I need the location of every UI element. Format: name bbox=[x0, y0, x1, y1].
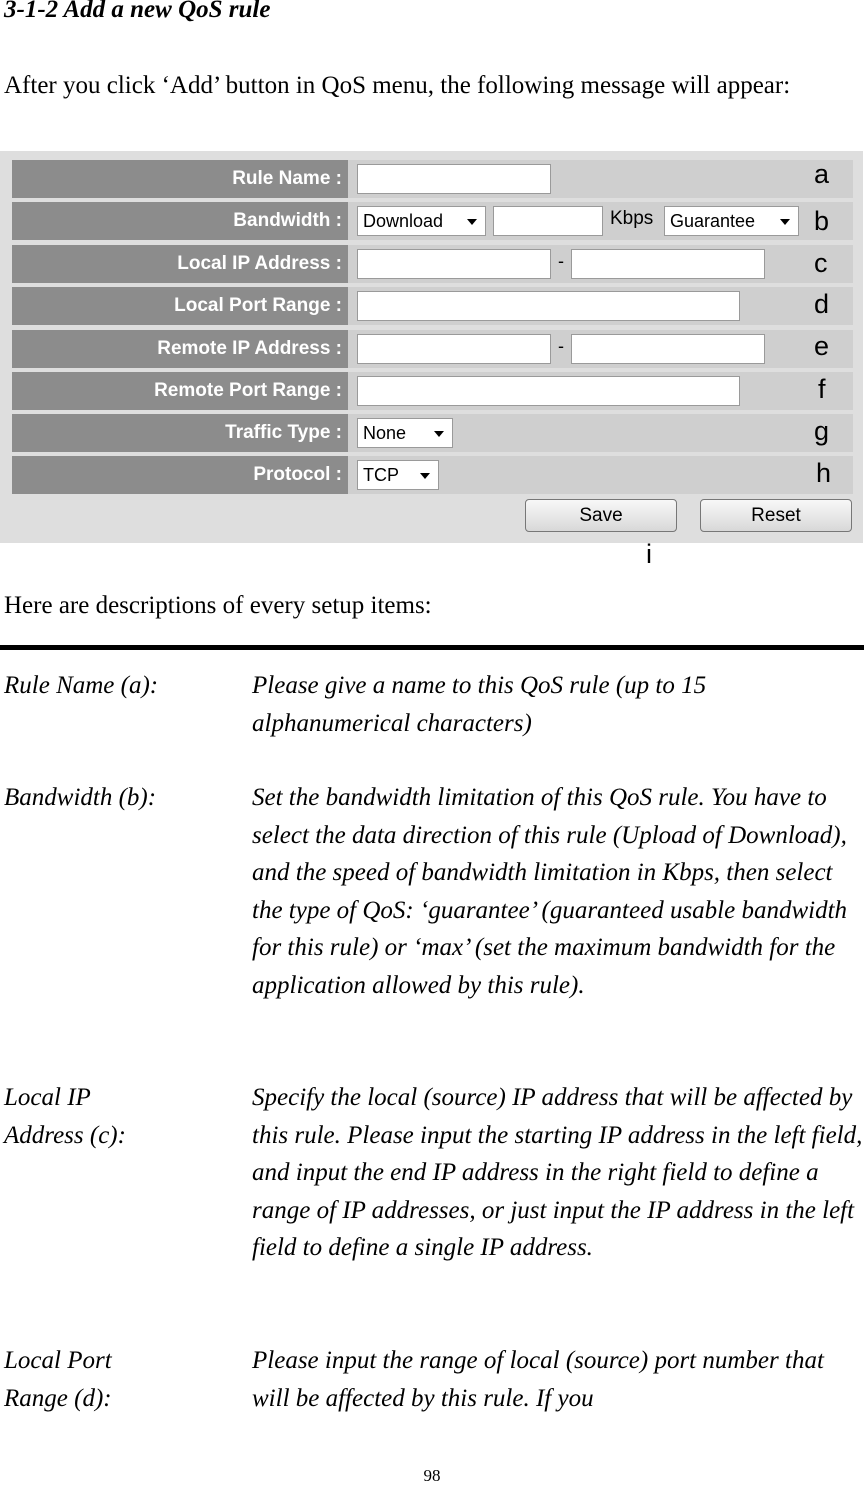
bandwidth-label: Bandwidth : bbox=[12, 202, 348, 240]
marker-g: g bbox=[814, 416, 830, 446]
item-definition: Please input the range of local (source) port number that will be affected by this rule. If you bbox=[252, 1347, 824, 1412]
item-definition: Set the bandwidth limitation of this QoS rule. You have to select the data direction of this rule (Upload of Download), and the speed of bandwidth limitation in Kbps, then select the type of QoS: ‘guarantee’ (guaranteed usable bandwidth for this rule) or ‘max’ (set the maximum bandwidth for the application allowed by this rule). bbox=[252, 784, 848, 999]
remote-ip-label: Remote IP Address : bbox=[12, 330, 348, 368]
marker-e: e bbox=[814, 331, 830, 361]
marker-f: f bbox=[818, 374, 826, 404]
item-term: Bandwidth (b): bbox=[4, 784, 157, 811]
reset-button[interactable]: Reset bbox=[700, 499, 852, 532]
divider bbox=[0, 645, 864, 650]
marker-h: h bbox=[816, 458, 832, 488]
rule-name-label: Rule Name : bbox=[12, 160, 348, 198]
local-port-row bbox=[12, 287, 853, 325]
bandwidth-row bbox=[12, 202, 853, 240]
rule-name-input[interactable] bbox=[357, 164, 551, 194]
remote-port-input[interactable] bbox=[357, 376, 740, 406]
remote-ip-end-input[interactable] bbox=[571, 334, 765, 364]
local-ip-start-input[interactable] bbox=[357, 249, 551, 279]
marker-b: b bbox=[814, 206, 830, 236]
protocol-select[interactable]: TCP bbox=[357, 460, 439, 490]
ip-range-separator: - bbox=[558, 336, 564, 356]
chevron-down-icon bbox=[434, 431, 444, 437]
protocol-row bbox=[12, 456, 853, 494]
bandwidth-unit: Kbps bbox=[610, 208, 654, 229]
chevron-down-icon bbox=[420, 473, 430, 479]
item-term: Local IP Address (c): bbox=[4, 1084, 126, 1149]
direction-select[interactable]: Download bbox=[357, 206, 486, 236]
rule-name-row bbox=[12, 160, 853, 198]
local-port-label: Local Port Range : bbox=[12, 287, 348, 325]
item-term: Local Port Range (d): bbox=[4, 1347, 112, 1412]
remote-ip-row bbox=[12, 330, 853, 368]
item-definition: Please give a name to this QoS rule (up to 15 alphanumerical characters) bbox=[252, 672, 707, 737]
descriptions-intro: Here are descriptions of every setup items: bbox=[4, 592, 432, 619]
protocol-label: Protocol : bbox=[12, 456, 348, 494]
item-definition: Specify the local (source) IP address that will be affected by this rule. Please input the starting IP address in the left field, and input the end IP address in the right field to define a range of IP addresses, or just input the IP address in the left field to define a single IP address. bbox=[252, 1084, 863, 1261]
remote-port-row bbox=[12, 372, 853, 410]
section-heading: 3-1-2 Add a new QoS rule bbox=[4, 0, 271, 23]
local-ip-row bbox=[12, 245, 853, 283]
chevron-down-icon bbox=[467, 219, 477, 225]
page-number: 98 bbox=[423, 1466, 441, 1485]
ip-range-separator: - bbox=[558, 251, 564, 271]
item-term: Rule Name (a): bbox=[4, 672, 159, 699]
marker-c: c bbox=[814, 248, 828, 278]
local-ip-label: Local IP Address : bbox=[12, 245, 348, 283]
chevron-down-icon bbox=[780, 219, 790, 225]
marker-a: a bbox=[814, 159, 830, 189]
remote-port-label: Remote Port Range : bbox=[12, 372, 348, 410]
qos-type-select[interactable]: Guarantee bbox=[664, 206, 799, 236]
intro-paragraph: After you click ‘Add’ button in QoS menu, the following message will appear: bbox=[4, 72, 791, 99]
marker-i: i bbox=[646, 539, 652, 569]
marker-d: d bbox=[814, 289, 830, 319]
local-port-input[interactable] bbox=[357, 291, 740, 321]
traffic-type-select[interactable]: None bbox=[357, 418, 453, 448]
remote-ip-start-input[interactable] bbox=[357, 334, 551, 364]
local-ip-end-input[interactable] bbox=[571, 249, 765, 279]
save-button[interactable]: Save bbox=[525, 499, 677, 532]
qos-rule-form bbox=[0, 151, 863, 543]
traffic-type-label: Traffic Type : bbox=[12, 414, 348, 452]
bandwidth-input[interactable] bbox=[493, 206, 603, 236]
traffic-type-row bbox=[12, 414, 853, 452]
